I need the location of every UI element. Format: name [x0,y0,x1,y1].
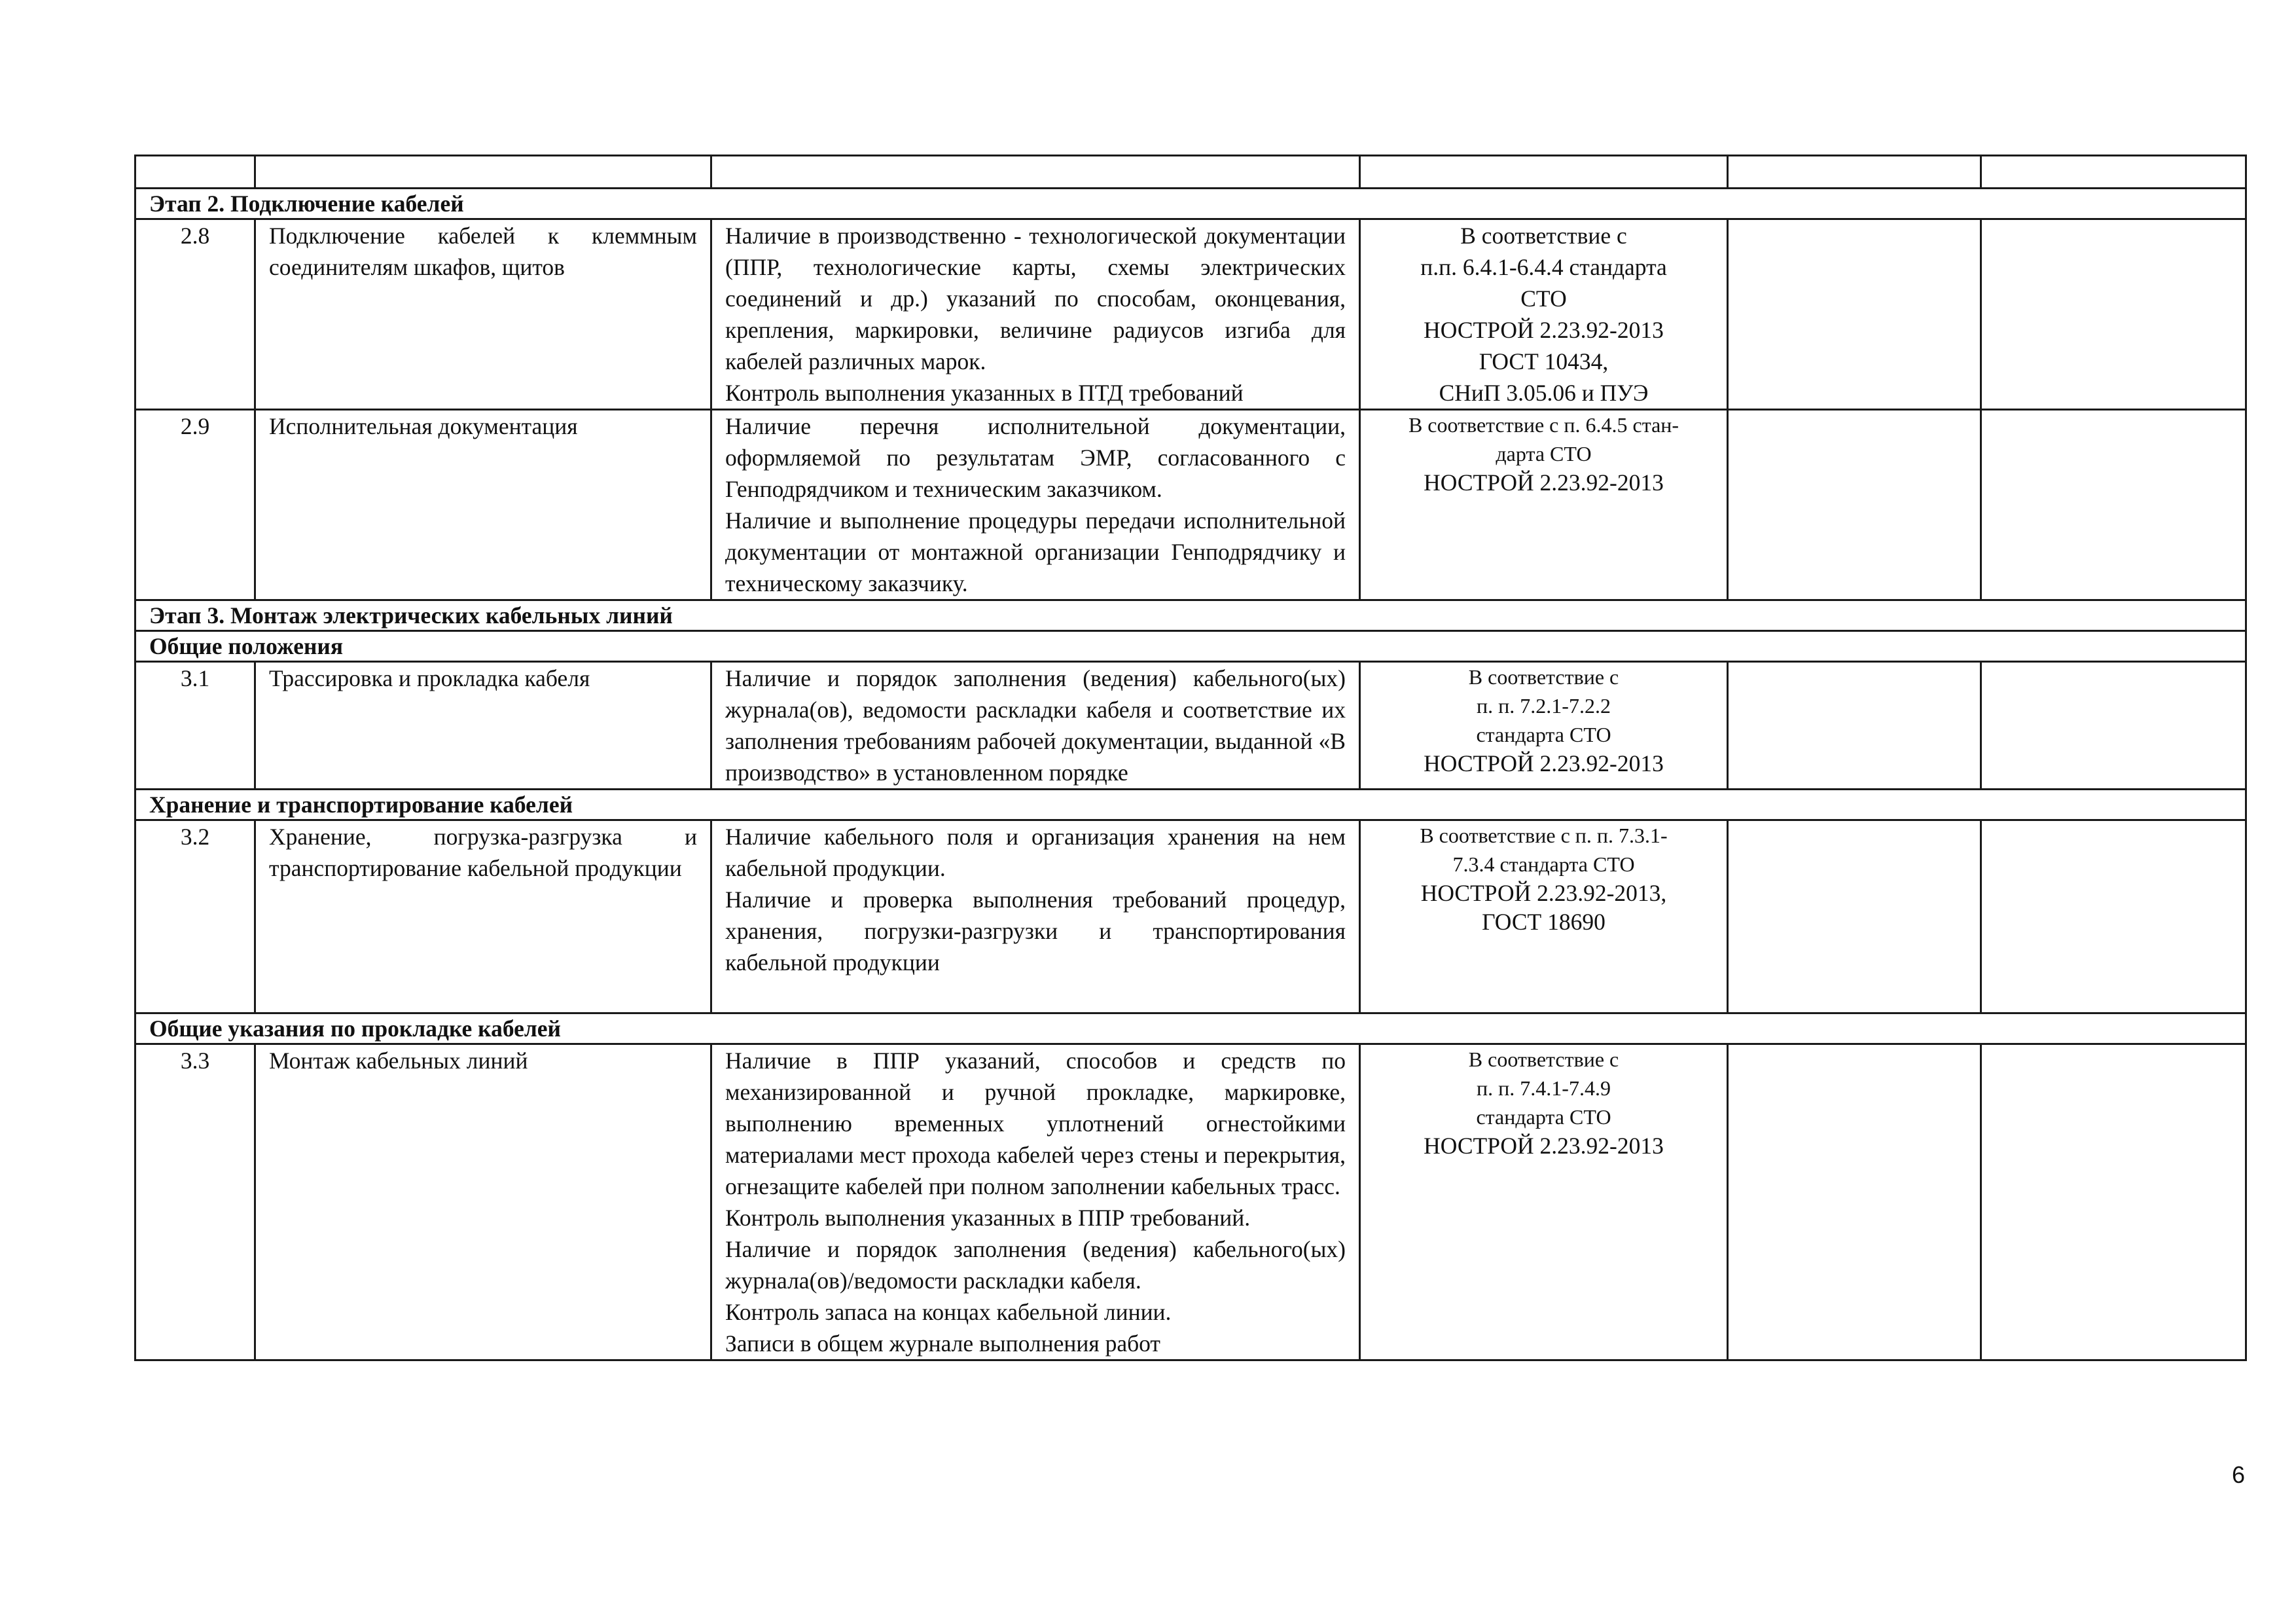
reference-document [1360,1044,1728,1360]
section-row [135,189,2246,219]
work-name: Исполнительная документация [255,410,711,600]
control-requirements [711,1044,1360,1360]
section-stage-2: Этап 2. Подключение кабелей [135,189,2246,219]
section-row [135,631,2246,662]
reference-line: НОСТРОЙ 2.23.92-2013 [1424,317,1664,343]
control-paragraph: Наличие и порядок заполнения (ведения) кабельного(ых) журнала(ов), ведомости раскладки кабеля и соответствие их заполнения требованиям рабочей документации, выданной «В производство» в установленном порядке [725,665,1346,786]
reference-line: ГОСТ 18690 [1482,909,1605,935]
control-paragraph: Контроль запаса на концах кабельной линии. [725,1299,1172,1325]
empty-cell [1981,1044,2246,1360]
empty-cell [1728,1044,1981,1360]
reference-line: п. п. 7.2.1-7.2.2 [1477,694,1611,718]
empty-cell [1981,219,2246,410]
section-laying: Общие указания по прокладке кабелей [135,1013,2246,1044]
header-cell [1981,156,2246,189]
reference-document [1360,662,1728,790]
reference-document [1360,219,1728,410]
inspection-table [134,155,2247,1361]
table-row [135,820,2246,1013]
reference-line: п. п. 7.4.1-7.4.9 [1477,1076,1611,1100]
table-row [135,1044,2246,1360]
row-number: 3.3 [135,1044,255,1360]
control-paragraph: Наличие кабельного поля и организация хранения на нем кабельной продукции. [725,824,1346,881]
header-cell [255,156,711,189]
reference-line: В соответствие с [1468,1048,1619,1071]
control-paragraph: Записи в общем журнале выполнения работ [725,1330,1160,1357]
control-requirements [711,662,1360,790]
section-storage: Хранение и транспортирование кабелей [135,790,2246,820]
work-name: Хранение, погрузка-разгрузка и транспортирование кабельной продукции [255,820,711,1013]
row-number: 2.9 [135,410,255,600]
work-name: Трассировка и прокладка кабеля [255,662,711,790]
empty-cell [1981,820,2246,1013]
row-number: 2.8 [135,219,255,410]
empty-cell [1981,662,2246,790]
table-row [135,219,2246,410]
reference-line: НОСТРОЙ 2.23.92-2013 [1424,750,1664,776]
reference-line: В соответствие с п. 6.4.5 стан- [1408,413,1679,437]
control-requirements [711,410,1360,600]
section-stage-3: Этап 3. Монтаж электрических кабельных линий [135,600,2246,631]
work-name: Подключение кабелей к клеммным соединителям шкафов, щитов [255,219,711,410]
empty-cell [1728,410,1981,600]
reference-line: ГОСТ 10434, [1479,348,1609,374]
reference-line: В соответствие с [1468,665,1619,689]
control-paragraph: Контроль выполнения указанных в ППР требований. [725,1205,1251,1231]
reference-line: НОСТРОЙ 2.23.92-2013 [1424,1133,1664,1159]
empty-cell [1728,662,1981,790]
control-paragraph: Контроль выполнения указанных в ПТД требований [725,380,1244,406]
reference-line: дарта СТО [1496,442,1592,465]
header-cell [711,156,1360,189]
table-row [135,410,2246,600]
reference-line: п.п. 6.4.1-6.4.4 стандарта [1420,254,1667,280]
table-row [135,662,2246,790]
table-header-row [135,156,2246,189]
empty-cell [1981,410,2246,600]
reference-line: 7.3.4 стандарта СТО [1452,852,1635,876]
reference-line: СНиП 3.05.06 и ПУЭ [1439,380,1649,406]
section-general: Общие положения [135,631,2246,662]
header-cell [1360,156,1728,189]
work-name: Монтаж кабельных линий [255,1044,711,1360]
control-paragraph: Наличие в ППР указаний, способов и средств по механизированной и ручной прокладке, маркировке, выполнению временных уплотнений огнестойкими материалами мест прохода кабелей через стены и перекрытия, огнезащите кабелей при полном заполнении кабельных трасс. [725,1048,1346,1199]
header-cell [135,156,255,189]
section-row [135,600,2246,631]
section-row [135,790,2246,820]
control-paragraph: Наличие и выполнение процедуры передачи исполнительной документации от монтажной организации Генподрядчику и техническому заказчику. [725,507,1346,596]
reference-line: СТО [1520,285,1567,312]
empty-cell [1728,820,1981,1013]
row-number: 3.2 [135,820,255,1013]
control-paragraph: Наличие в производственно - технологической документации (ППР, технологические карты, схемы электрических соединений и др.) указаний по способам, оконцевания, крепления, маркировки, величине радиусов изгиба для кабелей различных марок. [725,223,1346,374]
control-paragraph: Наличие перечня исполнительной документации, оформляемой по результатам ЭМР, согласованного с Генподрядчиком и техническим заказчиком. [725,413,1346,502]
reference-line: стандарта СТО [1476,723,1611,746]
control-paragraph: Наличие и проверка выполнения требований процедур, хранения, погрузки-разгрузки и транспортирования кабельной продукции [725,886,1346,976]
reference-line: НОСТРОЙ 2.23.92-2013 [1424,469,1664,496]
reference-document [1360,820,1728,1013]
page-number: 6 [2231,1461,2245,1488]
control-paragraph: Наличие и порядок заполнения (ведения) кабельного(ых) журнала(ов)/ведомости раскладки кабеля. [725,1236,1346,1294]
reference-line: стандарта СТО [1476,1105,1611,1129]
header-cell [1728,156,1981,189]
reference-line: НОСТРОЙ 2.23.92-2013, [1420,880,1667,906]
control-requirements [711,219,1360,410]
row-number: 3.1 [135,662,255,790]
reference-document [1360,410,1728,600]
reference-line: В соответствие с п. п. 7.3.1- [1420,824,1668,847]
control-requirements [711,820,1360,1013]
section-row [135,1013,2246,1044]
reference-line: В соответствие с [1460,223,1627,249]
empty-cell [1728,219,1981,410]
